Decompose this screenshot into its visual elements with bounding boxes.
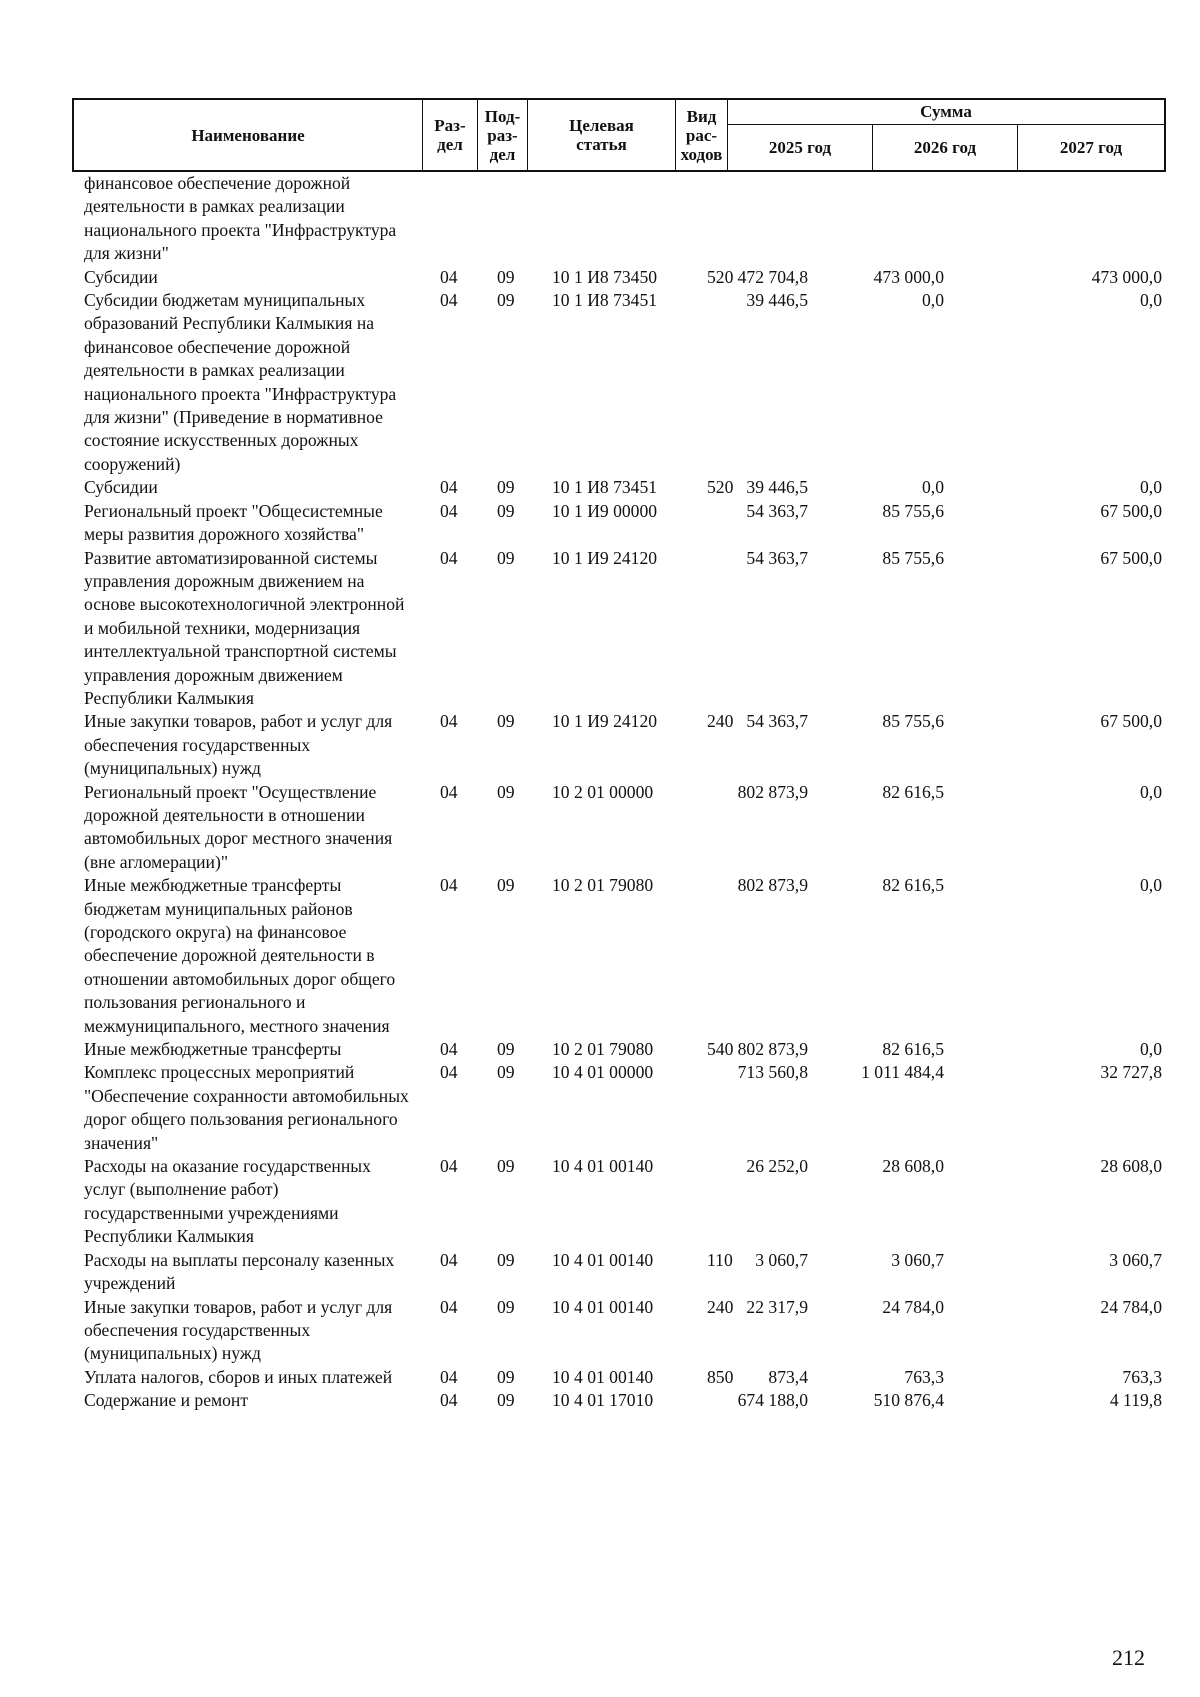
row-razdel: 04	[440, 781, 458, 802]
row-razdel: 04	[440, 875, 458, 896]
table-row	[72, 1249, 1166, 1296]
row-name: Иные межбюджетные трансферты бюджетам муниципальных районов (городского округа) на финансовое обеспечение дорожной деятельности в отношении автомобильных дорог общего пользования регионального и межмуниципального, местного значения	[84, 875, 396, 1036]
row-razdel: 04	[440, 547, 458, 568]
row-vid: 520	[707, 266, 734, 287]
row-podrazdel: 09	[497, 781, 515, 802]
row-sum-2026: 763,3	[904, 1366, 944, 1387]
row-sum-2027: 3 060,7	[1109, 1249, 1162, 1270]
table-row	[72, 1155, 1166, 1249]
row-sum-2027: 67 500,0	[1100, 500, 1162, 521]
row-statya: 10 1 И9 24120	[552, 547, 658, 568]
row-sum-2025: 3 060,7	[755, 1249, 808, 1270]
row-statya: 10 1 И8 73451	[552, 477, 658, 498]
row-sum-2025: 39 446,5	[746, 477, 808, 498]
row-razdel: 04	[440, 266, 458, 287]
row-razdel: 04	[440, 290, 458, 311]
header-statya: Целевая статья	[528, 100, 676, 170]
row-name: Иные закупки товаров, работ и услуг для обеспечения государственных (муниципальных) нужд	[84, 1296, 393, 1364]
row-sum-2027: 0,0	[1140, 875, 1162, 896]
row-name: Иные межбюджетные трансферты	[84, 1039, 342, 1060]
row-sum-2025: 39 446,5	[746, 290, 808, 311]
table-row	[72, 266, 1166, 289]
row-sum-2025: 873,4	[768, 1366, 808, 1387]
row-podrazdel: 09	[497, 477, 515, 498]
row-sum-2025: 472 704,8	[737, 266, 808, 287]
table-row	[72, 1038, 1166, 1061]
row-sum-2027: 67 500,0	[1100, 547, 1162, 568]
table-row	[72, 1061, 1166, 1155]
row-podrazdel: 09	[497, 266, 515, 287]
row-sum-2027: 32 727,8	[1100, 1062, 1162, 1083]
row-sum-2025: 54 363,7	[746, 711, 808, 732]
header-year-2025: 2025 год	[728, 125, 873, 170]
row-sum-2026: 510 876,4	[873, 1390, 944, 1411]
row-sum-2027: 473 000,0	[1091, 266, 1162, 287]
row-statya: 10 4 01 00140	[552, 1156, 654, 1177]
row-podrazdel: 09	[497, 290, 515, 311]
row-statya: 10 1 И9 00000	[552, 500, 658, 521]
table-row	[72, 547, 1166, 711]
row-razdel: 04	[440, 1366, 458, 1387]
row-sum-2026: 473 000,0	[873, 266, 944, 287]
page-number: 212	[1112, 1645, 1145, 1670]
row-vid: 240	[707, 1296, 734, 1317]
row-sum-2026: 24 784,0	[882, 1296, 944, 1317]
row-name: финансовое обеспечение дорожной деятельности в рамках реализации национального проекта "Инфраструктура для жизни"	[84, 173, 397, 264]
row-name: Уплата налогов, сборов и иных платежей	[84, 1366, 393, 1387]
row-sum-2027: 4 119,8	[1109, 1390, 1162, 1411]
row-sum-2027: 0,0	[1140, 290, 1162, 311]
row-sum-2026: 82 616,5	[882, 781, 944, 802]
row-sum-2027: 67 500,0	[1100, 711, 1162, 732]
row-razdel: 04	[440, 1296, 458, 1317]
row-podrazdel: 09	[497, 1039, 515, 1060]
row-sum-2026: 82 616,5	[882, 875, 944, 896]
row-sum-2025: 54 363,7	[746, 547, 808, 568]
row-razdel: 04	[440, 1062, 458, 1083]
row-podrazdel: 09	[497, 1249, 515, 1270]
row-name: Субсидии	[84, 477, 158, 498]
row-sum-2026: 28 608,0	[882, 1156, 944, 1177]
row-statya: 10 1 И8 73450	[552, 266, 658, 287]
row-podrazdel: 09	[497, 1296, 515, 1317]
table-row	[72, 1366, 1166, 1389]
row-razdel: 04	[440, 1390, 458, 1411]
row-statya: 10 1 И8 73451	[552, 290, 658, 311]
row-podrazdel: 09	[497, 1156, 515, 1177]
row-statya: 10 2 01 00000	[552, 781, 654, 802]
row-podrazdel: 09	[497, 875, 515, 896]
table-row	[72, 1389, 1166, 1412]
row-name: Субсидии	[84, 266, 158, 287]
row-podrazdel: 09	[497, 1366, 515, 1387]
table-row	[72, 1296, 1166, 1366]
row-statya: 10 4 01 00140	[552, 1249, 654, 1270]
row-sum-2027: 0,0	[1140, 477, 1162, 498]
row-razdel: 04	[440, 711, 458, 732]
row-statya: 10 1 И9 24120	[552, 711, 658, 732]
row-name: Расходы на выплаты персоналу казенных учреждений	[84, 1249, 395, 1294]
row-name: Расходы на оказание государственных услуг (выполнение работ) государственными учреждениями Республики Калмыкия	[84, 1156, 371, 1247]
row-statya: 10 4 01 17010	[552, 1390, 654, 1411]
header-podrazdel: Под- раз- дел	[478, 100, 528, 170]
row-vid: 520	[707, 477, 734, 498]
row-sum-2026: 85 755,6	[882, 500, 944, 521]
row-sum-2026: 82 616,5	[882, 1039, 944, 1060]
row-sum-2027: 0,0	[1140, 1039, 1162, 1060]
row-sum-2027: 28 608,0	[1100, 1156, 1162, 1177]
header-name: Наименование	[74, 100, 423, 170]
row-podrazdel: 09	[497, 711, 515, 732]
row-sum-2027: 0,0	[1140, 781, 1162, 802]
row-sum-2025: 802 873,9	[737, 875, 808, 896]
table-header	[72, 98, 1166, 172]
row-name: Региональный проект "Общесистемные меры развития дорожного хозяйства"	[84, 500, 383, 545]
row-razdel: 04	[440, 1039, 458, 1060]
table-row	[72, 781, 1166, 875]
row-name: Содержание и ремонт	[84, 1390, 249, 1411]
row-sum-2025: 54 363,7	[746, 500, 808, 521]
row-vid: 110	[707, 1249, 733, 1270]
row-vid: 240	[707, 711, 734, 732]
table-row	[72, 476, 1166, 499]
table-row	[72, 500, 1166, 547]
header-vid: Вид рас- ходов	[676, 100, 728, 170]
row-name: Региональный проект "Осуществление дорожной деятельности в отношении автомобильных дорог местного значения (вне агломерации)"	[84, 781, 393, 872]
header-year-2027: 2027 год	[1059, 137, 1123, 157]
row-statya: 10 2 01 79080	[552, 1039, 654, 1060]
row-podrazdel: 09	[497, 1390, 515, 1411]
row-statya: 10 2 01 79080	[552, 875, 654, 896]
row-sum-2025: 26 252,0	[746, 1156, 808, 1177]
row-sum-2027: 24 784,0	[1100, 1296, 1162, 1317]
header-summa: Сумма	[728, 100, 1164, 125]
row-razdel: 04	[440, 477, 458, 498]
row-podrazdel: 09	[497, 500, 515, 521]
row-sum-2025: 713 560,8	[737, 1062, 808, 1083]
row-podrazdel: 09	[497, 1062, 515, 1083]
row-sum-2026: 3 060,7	[891, 1249, 944, 1270]
table-row	[72, 289, 1166, 476]
row-sum-2025: 802 873,9	[737, 1039, 808, 1060]
row-name: Комплекс процессных мероприятий "Обеспечение сохранности автомобильных дорог общего пользования регионального значения"	[84, 1062, 409, 1153]
row-sum-2026: 1 011 484,4	[861, 1062, 944, 1083]
row-podrazdel: 09	[497, 547, 515, 568]
header-razdel: Раз- дел	[423, 100, 478, 170]
table-row	[72, 710, 1166, 780]
row-statya: 10 4 01 00000	[552, 1062, 654, 1083]
row-sum-2026: 85 755,6	[882, 547, 944, 568]
row-sum-2026: 0,0	[922, 290, 944, 311]
row-sum-2025: 22 317,9	[746, 1296, 808, 1317]
row-name: Субсидии бюджетам муниципальных образований Республики Калмыкия на финансовое обеспечение дорожной деятельности в рамках реализации национального проекта "Инфраструктура для жизни" (Приведение в нормативное состояние искусственных дорожных сооружений)	[84, 290, 397, 474]
row-name: Развитие автоматизированной системы управления дорожным движением на основе высокотехнологичной электронной и мобильной техники, модернизация интеллектуальной транспортной системы управления дорожным движением Республики Калмыкия	[84, 547, 405, 708]
table-row	[72, 172, 1166, 266]
row-statya: 10 4 01 00140	[552, 1366, 654, 1387]
row-name: Иные закупки товаров, работ и услуг для обеспечения государственных (муниципальных) нужд	[84, 711, 393, 779]
row-razdel: 04	[440, 1156, 458, 1177]
row-razdel: 04	[440, 1249, 458, 1270]
row-vid: 540	[707, 1039, 734, 1060]
budget-table-body	[72, 172, 1166, 1413]
header-year-2026: 2026 год	[873, 125, 1018, 170]
row-sum-2026: 85 755,6	[882, 711, 944, 732]
row-sum-2025: 802 873,9	[737, 781, 808, 802]
row-statya: 10 4 01 00140	[552, 1296, 654, 1317]
row-vid: 850	[707, 1366, 734, 1387]
row-sum-2025: 674 188,0	[737, 1390, 808, 1411]
row-sum-2026: 0,0	[922, 477, 944, 498]
row-razdel: 04	[440, 500, 458, 521]
row-sum-2027: 763,3	[1122, 1366, 1162, 1387]
table-row	[72, 874, 1166, 1038]
